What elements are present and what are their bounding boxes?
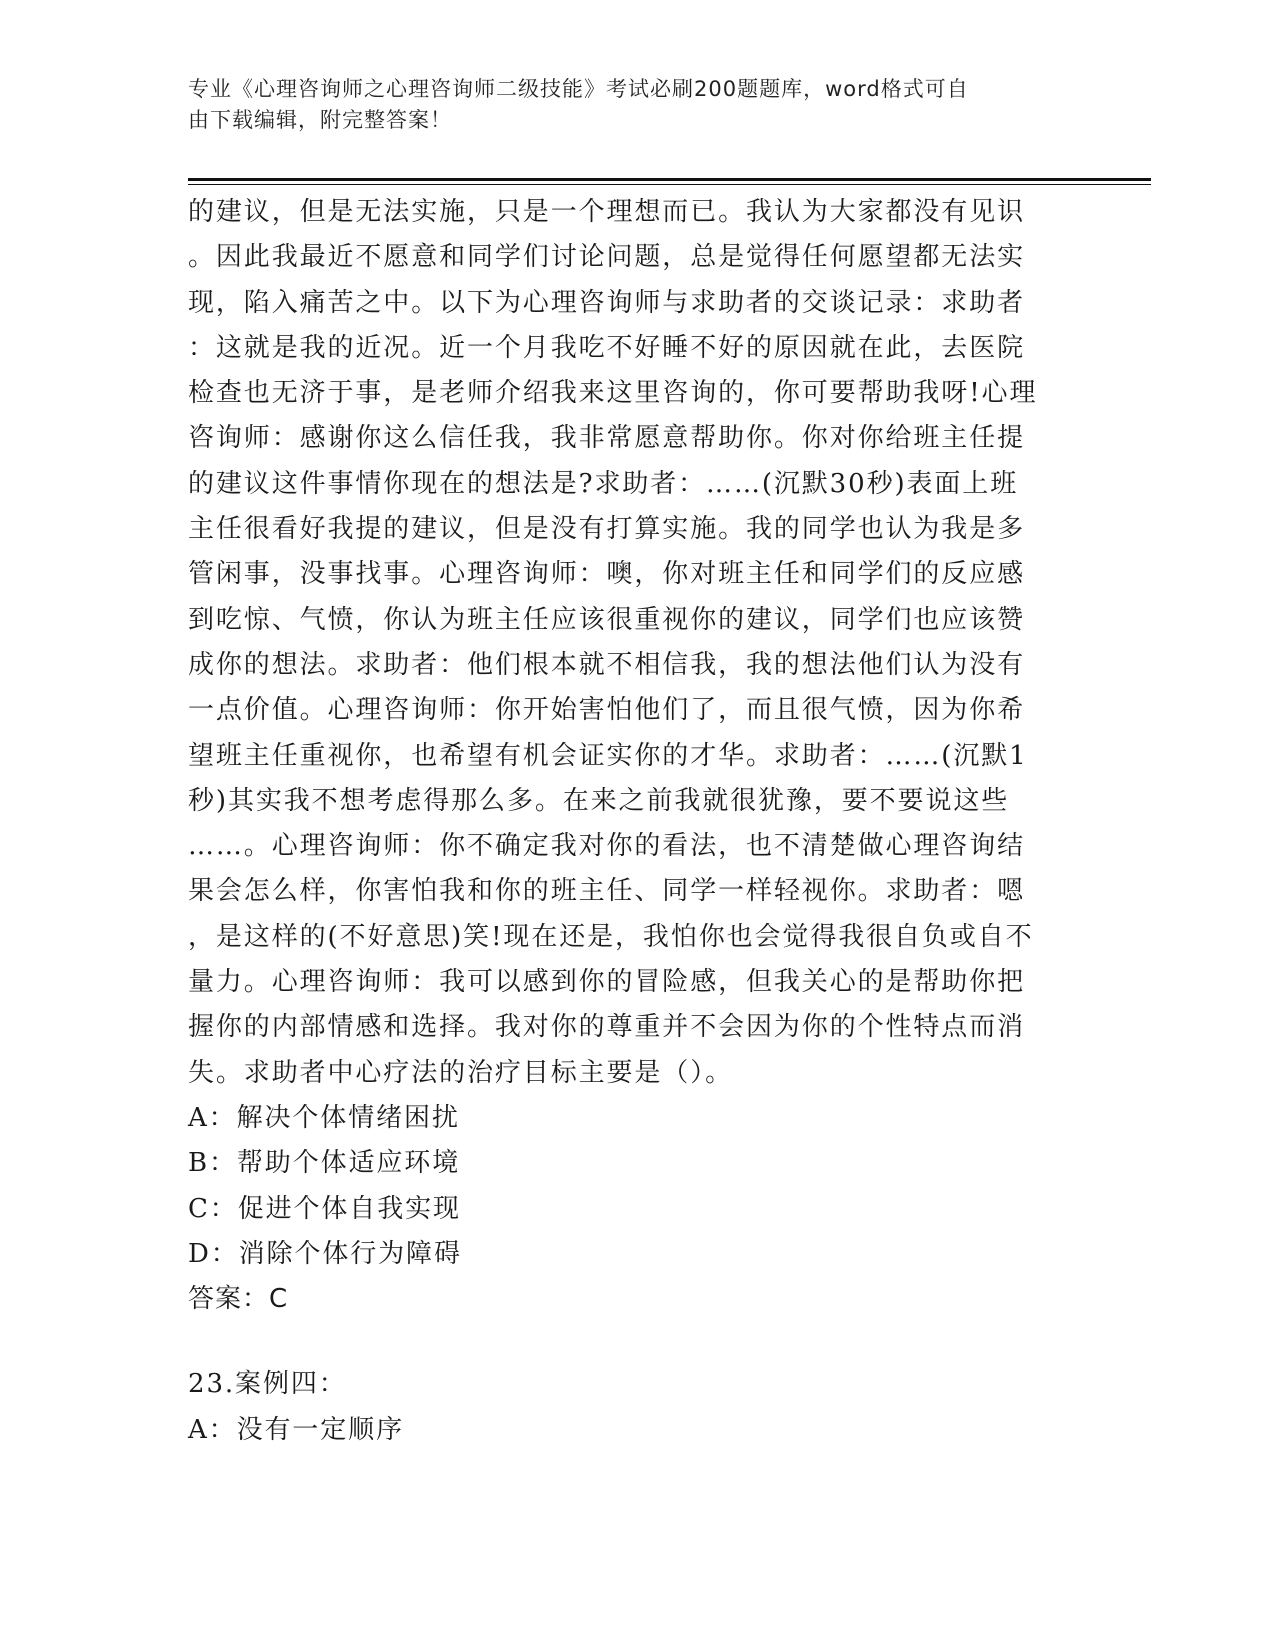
- passage-line: ：这就是我的近况。近一个月我吃不好睡不好的原因就在此，去医院: [188, 332, 1026, 363]
- passage-line: 咨询师：感谢你这么信任我，我非常愿意帮助你。你对你给班主任提: [188, 423, 1026, 454]
- passage-line: 量力。心理咨询师：我可以感到你的冒险感，但我关心的是帮助你把: [188, 967, 1026, 998]
- header-divider-thin: [188, 184, 1151, 185]
- passage-line: 秒)其实我不想考虑得那么多。在来之前我就很犹豫，要不要说这些: [188, 785, 1010, 816]
- option-b: B：帮助个体适应环境: [188, 1148, 461, 1179]
- option-d: D：消除个体行为障碍: [188, 1238, 462, 1269]
- question-spacer: [188, 1322, 1068, 1362]
- passage-line: 果会怎么样，你害怕我和你的班主任、同学一样轻视你。求助者：嗯: [188, 876, 1026, 907]
- passage-line: 管闲事，没事找事。心理咨询师：噢，你对班主任和同学们的反应感: [188, 559, 1026, 590]
- question-22-options: [188, 1096, 1068, 1277]
- header-divider-thick: [188, 178, 1151, 181]
- answer-line: 答案：C: [188, 1284, 289, 1315]
- passage-line: 检查也无济于事，是老师介绍我来这里咨询的，你可要帮助我呀!心理: [188, 378, 1038, 409]
- passage-line: 成你的想法。求助者：他们根本就不相信我，我的想法他们认为没有: [188, 649, 1026, 680]
- header-line-2: 由下载编辑，附完整答案！: [188, 108, 452, 132]
- passage-line: 到吃惊、气愤，你认为班主任应该很重视你的建议，同学们也应该赞: [188, 604, 1026, 635]
- passage-line: 望班主任重视你，也希望有机会证实你的才华。求助者：……(沉默1: [188, 740, 1028, 771]
- option-c: C：促进个体自我实现: [188, 1193, 461, 1224]
- document-header: [188, 74, 1068, 136]
- option-a: A：没有一定顺序: [188, 1414, 404, 1445]
- passage-line: ……。心理咨询师：你不确定我对你的看法，也不清楚做心理咨询结: [188, 831, 1026, 862]
- passage-line: 。因此我最近不愿意和同学们讨论问题，总是觉得任何愿望都无法实: [188, 242, 1026, 273]
- passage-line: 一点价值。心理咨询师：你开始害怕他们了，而且很气愤，因为你希: [188, 695, 1026, 726]
- option-a: A：解决个体情绪困扰: [188, 1102, 460, 1133]
- question-23: [188, 1362, 1068, 1453]
- passage-line: 握你的内部情感和选择。我对你的尊重并不会因为你的个性特点而消: [188, 1012, 1026, 1043]
- passage-line: 的建议，但是无法实施，只是一个理想而已。我认为大家都没有见识: [188, 197, 1026, 227]
- passage-line: 失。求助者中心疗法的治疗目标主要是（）。: [188, 1057, 734, 1088]
- header-line-1: 专业《心理咨询师之心理咨询师二级技能》考试必刷200题题库，word格式可自: [188, 77, 969, 101]
- passage-line: 的建议这件事情你现在的想法是?求助者：……(沉默30秒)表面上班: [188, 468, 1019, 499]
- passage-line: ，是这样的(不好意思)笑!现在还是，我怕你也会觉得我很自负或自不: [188, 921, 1034, 952]
- case-passage: [188, 190, 1068, 1096]
- passage-line: 现，陷入痛苦之中。以下为心理咨询师与求助者的交谈记录：求助者: [188, 287, 1026, 318]
- document-body: [188, 190, 1068, 1453]
- question-23-title: 23.案例四：: [188, 1369, 347, 1400]
- passage-line: 主任很看好我提的建议，但是没有打算实施。我的同学也认为我是多: [188, 514, 1026, 545]
